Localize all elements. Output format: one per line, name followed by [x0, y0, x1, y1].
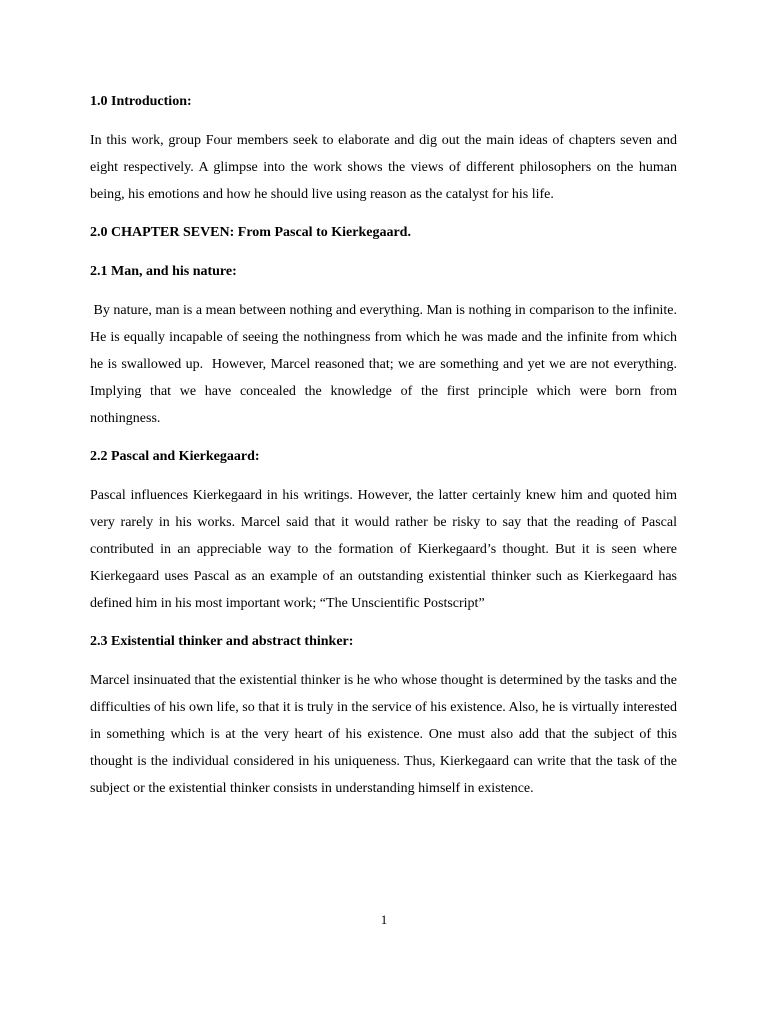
paragraph-pascal-and-kierkegaard: Pascal influences Kierkegaard in his writings. However, the latter certainly knew him and quoted him very rarely in his works. Marcel said that it would rather be risky to say that the reading of Pascal contributed in an appreciable way to the formation of Kierkegaard’s thought. But it is seen where Kierkegaard uses Pascal as an example of an outstanding existential thinker such as Kierkegaard has defined him in his most important work; “The Unscientific Postscript” [90, 488, 677, 611]
document-page [90, 88, 681, 813]
heading-introduction: 1.0 Introduction: [90, 94, 192, 109]
paragraph-introduction: In this work, group Four members seek to elaborate and dig out the main ideas of chapters seven and eight respectively. A glimpse into the work shows the views of different philosophers on the human being, his emotions and how he should live using reason as the catalyst for his life. [90, 133, 677, 202]
paragraph-existential-thinker: Marcel insinuated that the existential thinker is he who whose thought is determined by the tasks and the difficulties of his own life, so that it is truly in the service of his existence. Also, he is virtually interested in something which is at the very heart of his existence. One must also add that the subject of this thought is the individual considered in his uniqueness. Thus, Kierkegaard can write that the task of the subject or the existential thinker consists in understanding himself in existence. [90, 673, 677, 796]
heading-man-and-his-nature: 2.1 Man, and his nature: [90, 264, 237, 279]
heading-chapter-seven: 2.0 CHAPTER SEVEN: From Pascal to Kierkegaard. [90, 225, 411, 240]
heading-pascal-and-kierkegaard: 2.2 Pascal and Kierkegaard: [90, 449, 260, 464]
heading-existential-thinker: 2.3 Existential thinker and abstract thinker: [90, 634, 354, 649]
page-number: 1 [380, 912, 388, 927]
paragraph-man-and-his-nature: By nature, man is a mean between nothing and everything. Man is nothing in comparison to the infinite. He is equally incapable of seeing the nothingness from which he was made and the infinite from which he is swallowed up. However, Marcel reasoned that; we are something and yet we are not everything. Implying that we have concealed the knowledge of the first principle which were born from nothingness. [90, 303, 681, 426]
